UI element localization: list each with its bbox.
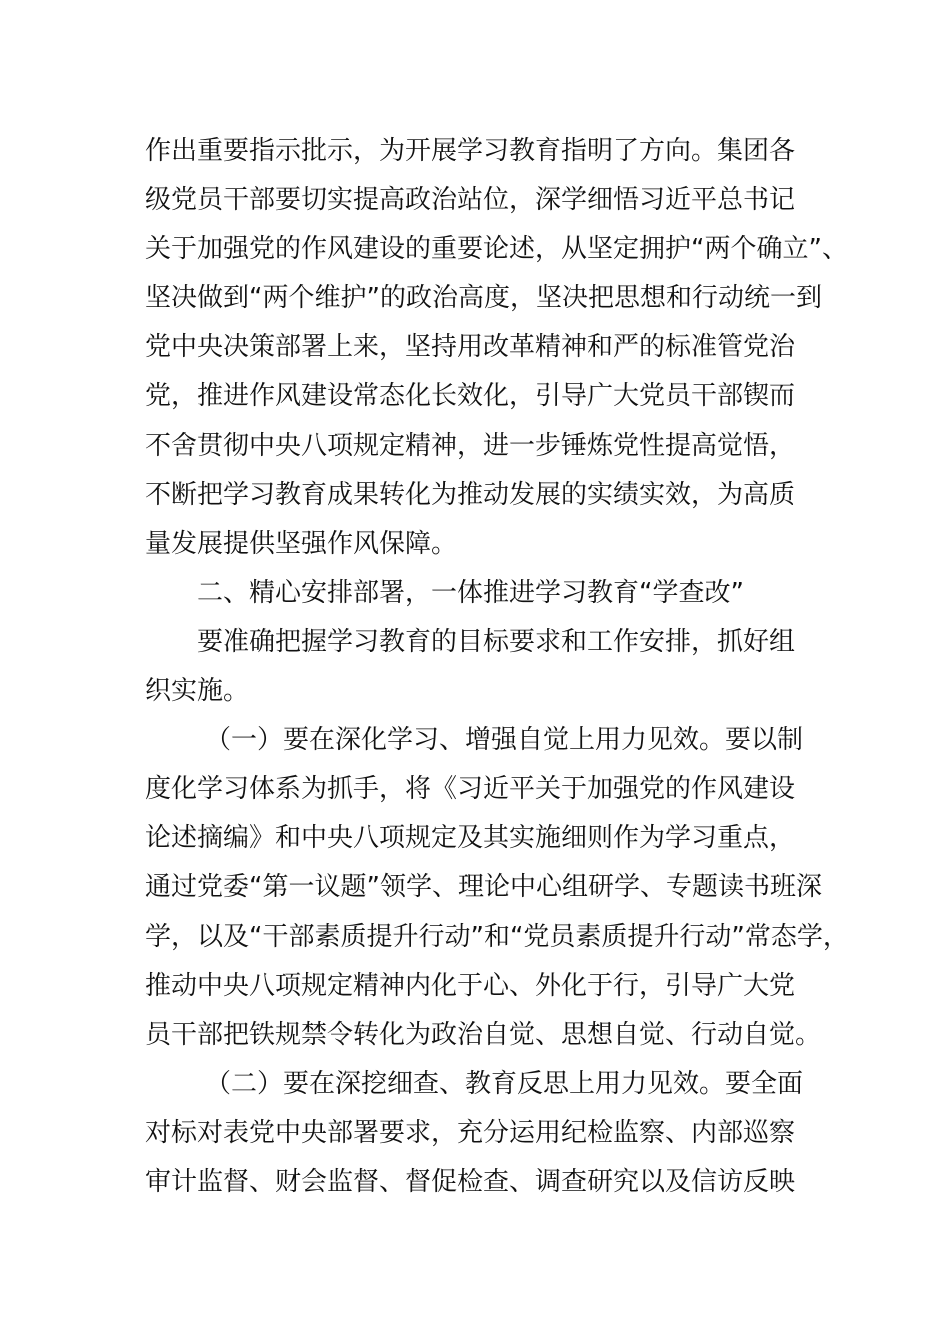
text-line: 对标对表党中央部署要求，充分运用纪检监察、内部巡察 (145, 1117, 796, 1148)
text-line: 通过党委“第一议题”领学、理论中心组研学、专题读书班深 (145, 872, 822, 903)
text-line: 级党员干部要切实提高政治站位，深学细悟习近平总书记 (145, 185, 796, 216)
subsection-line: （一）要在深化学习、增强自觉上用力见效。要以制 (205, 725, 804, 756)
text-line: 审计监督、财会监督、督促检查、调查研究以及信访反映 (145, 1166, 796, 1197)
text-line: 党中央决策部署上来，坚持用改革精神和严的标准管党治 (145, 332, 796, 363)
subsection-line: （二）要在深挖细查、教育反思上用力见效。要全面 (205, 1068, 804, 1099)
document-body (145, 127, 849, 1207)
text-line: 关于加强党的作风建设的重要论述，从坚定拥护“两个确立”、 (145, 234, 848, 265)
section-heading: 二、精心安排部署，一体推进学习教育“学查改” (197, 577, 744, 608)
text-line: 员干部把铁规禁令转化为政治自觉、思想自觉、行动自觉。 (145, 1019, 822, 1050)
text-line: 不断把学习教育成果转化为推动发展的实绩实效，为高质 (145, 479, 796, 510)
text-line: 学，以及“干部素质提升行动”和“党员素质提升行动”常态学， (145, 921, 849, 952)
text-line: 坚决做到“两个维护”的政治高度，坚决把思想和行动统一到 (145, 283, 822, 314)
text-line: 要准确把握学习教育的目标要求和工作安排，抓好组 (197, 626, 796, 657)
text-line: 度化学习体系为抓手，将《习近平关于加强党的作风建设 (145, 774, 796, 805)
text-line: 推动中央八项规定精神内化于心、外化于行，引导广大党 (145, 970, 796, 1001)
text-line: 织实施。 (145, 676, 250, 707)
text-line: 作出重要指示批示，为开展学习教育指明了方向。集团各 (145, 136, 796, 166)
text-line: 不舍贯彻中央八项规定精神，进一步锤炼党性提高觉悟， (145, 430, 796, 461)
text-line: 量发展提供坚强作风保障。 (145, 528, 458, 559)
text-line: 论述摘编》和中央八项规定及其实施细则作为学习重点， (145, 823, 796, 854)
text-line: 党，推进作风建设常态化长效化，引导广大党员干部锲而 (145, 381, 796, 412)
